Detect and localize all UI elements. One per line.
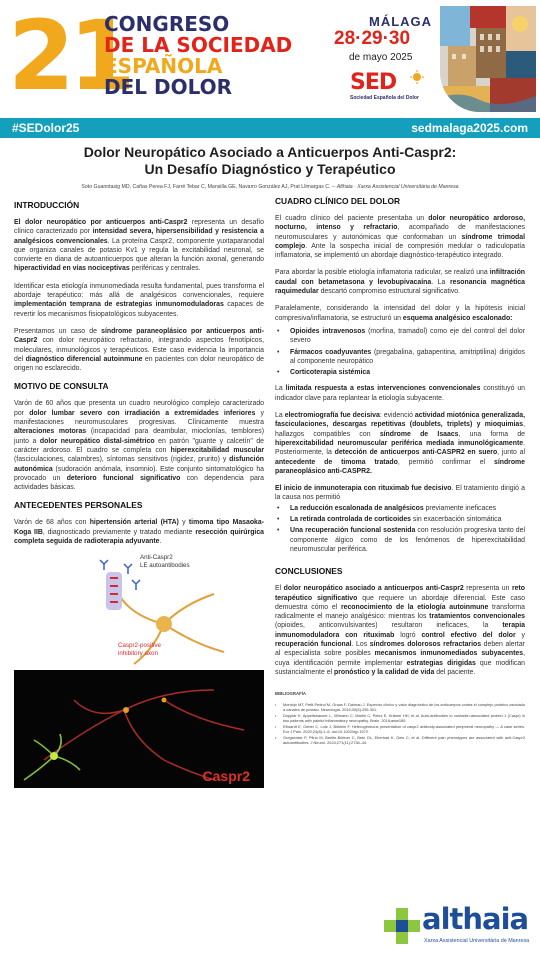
list-item: • La retirada controlada de corticoides sin exacerbación sintomática [275, 515, 525, 524]
bibliography-heading: BIBLIOGRAFÍA [275, 691, 307, 697]
congress-title-line-1: CONGRESO [104, 12, 230, 36]
congress-title-line-4: DEL DOLOR [104, 75, 233, 99]
althaia-logo [382, 904, 532, 950]
congress-title [104, 14, 292, 98]
affiliation: Althaia · Xarxa Assistencial Universitària de Manresa [336, 184, 459, 190]
congress-banner [0, 118, 540, 138]
bibliography-item: • Ellwardt E, Geber C, Lotz J, Birklein F. Heterogeneous presentation of caspr2 antibody-associated peripheral neuropathy — A case series. Eur J Pain. 2020;24(8):1–6. doi:10.1002/ejp.1572. [275, 724, 525, 734]
list-item: • Corticoterapia sistémica [275, 368, 525, 377]
section-heading-motivo: MOTIVO DE CONSULTA [14, 381, 109, 392]
congress-header [0, 0, 540, 118]
bibliography-list [275, 702, 525, 745]
section-heading-introduccion: INTRODUCCIÓN [14, 200, 80, 210]
antecedentes-paragraph: Varón de 68 años con hipertensión arterial (HTA) y timoma tipo Masaoka-Koga IIB, diagnosticado previamente y tratado mediante resección quirúrgica completa seguida de radioterapia adyuvante. [14, 519, 265, 546]
congress-dates: 28·29·30 [334, 28, 411, 49]
malaga-collage-illustration [440, 6, 536, 112]
section-heading-conclusiones: CONCLUSIONES [275, 566, 343, 577]
caspr2-mechanism-diagram [14, 554, 264, 666]
list-item: • Una recuperación funcional sostenida con resolución progresiva tanto del componente álgico como de los fenómenos de hiperexcitabilidad neuromuscular periférica. [275, 526, 525, 554]
section-heading-antecedentes: ANTECEDENTES PERSONALES [14, 500, 143, 511]
hashtag: #SEDolor25 [12, 121, 80, 135]
sed-logo [350, 70, 430, 108]
poster-title-line-1: Dolor Neuropático Asociado a Anticuerpos Anti-Caspr2: [83, 144, 457, 160]
motivo-paragraph: Varón de 60 años que presenta un cuadro neurológico complejo caracterizado por dolor lumbar severo con irradiación a extremidades inferiores y manifestaciones neuromusculares progresivas. Clínicamente muestra alteraciones motoras (incapacidad para deambular, mioclonías, temblores) junto a dolor neuropático distal-simétrico en patrón "guante y calcetín" de carácter ardoroso. El cuadro se completa con hiperexcitabilidad muscular (fasciculaciones, calambres), síntomas sensitivos (rigidez, prurito) y disfunción autonómica (sudoración anómala, insomnio). Este conjunto sintomatológico ha provocado un deterioro funcional significativo con dependencia para actividades básicas. [14, 400, 265, 492]
left-column [14, 200, 264, 788]
bibliography [275, 691, 525, 745]
author-list: Soto Guanotasig MD, Cañas Perea FJ, Farré Tebar C, Mansilla GE, Navarro González AJ, Prat Llimargas C. [81, 184, 331, 190]
right-column [275, 196, 525, 752]
sun-icon [410, 70, 424, 84]
bibliography-item: • Montojo MT, Petit-Pedrol M, Graus F, Dalmau J. Espectro clínico y valor diagnóstico de los anticuerpos contra el complejo proteico asociado a canales de potasio. Neurología. 2015;30(5):295-301. [275, 702, 525, 712]
congress-title-line-2: DE LA SOCIEDAD [104, 33, 293, 57]
intro-paragraph-1: El dolor neuropático por anticuerpos anti-Caspr2 representa un desafío clínico caracterizado por intensidad severa, hipersensibilidad y resistencia a analgésicos convencionales. La proteína Caspr2, componente yuxtaparanodal que organiza canales de potasio Kv1 y regula la excitabilidad neuronal, se convierte en diana de autoanticuerpos que alteran la función axonal, generando hiperactividad en vías nociceptivas periféricas y centrales. [14, 219, 264, 273]
intro-paragraph-3: Presentamos un caso de síndrome paraneoplásico por anticuerpos anti-Caspr2 con dolor neuropático refractario, integrando aspectos fenotípicos, moleculares, inmunológicos y terapéuticos. Este caso evidencia la importancia del diagnóstico diferencial autoinmune en pacientes con dolor neuropático de origen no esclarecido. [14, 327, 264, 373]
sed-logo-word: SED [350, 70, 397, 95]
treatment-outcome-list [275, 504, 525, 554]
cuadro-paragraph-5: La electromiografía fue decisiva: evidenció actividad miotónica generalizada, fasciculaciones, descargas repetitivas (doublets, triplets) y mioquimias, hallazgos compatibles con síndrome de Isaacs, una forma de hiperexcitabilidad neuromuscular periférica mediada inmunológicamente. Posteriormente, la detección de anticuerpos anti-CASPR2 en suero, junto al antecedente de timoma tratado, permitió confirmar el síndrome paraneoplásico anti-CASPR2. [275, 412, 525, 475]
cuadro-paragraph-2: Para abordar la posible etiología inflamatoria radicular, se realizó una infiltración caudal con betametasona y levobupivacaína. La resonancia magnética raquimedular descartó compromiso estructural significativo. [275, 269, 525, 296]
list-item: • Opioides intravenosos (morfina, tramadol) como eje del control del dolor severo [275, 327, 525, 346]
edition-number: 21 [8, 0, 130, 112]
axon-label: Caspr2-positive inhibitory axon [118, 642, 161, 657]
intro-paragraph-2: Identificar esta etiología inmunomediada resulta fundamental, pues transforma el abordaje terapéutico: más allá de analgésicos convencionales, requiere implementación temprana de estrategias inmunomoduladoras capaces de revertir los mecanismos fisiopatológicos subyacentes. [14, 282, 264, 318]
bibliography-item: • Gregsiotsis P, Pfirio M, Beetle-Büttner C, Betz OL, Eberhad K, Geis C, et al. Different pain phenotypes are associated with anti-Caspr2 autoantibodies. J Neurol. 2024;271(11):2736–44. [275, 735, 525, 745]
cuadro-paragraph-4: La limitada respuesta a estas intervenciones convencionales constituyó un indicador clave para replantear la etiología subyacente. [275, 385, 525, 402]
immunofluorescence-micrograph [14, 670, 264, 788]
authors-line: Soto Guanotasig MD, Cañas Perea FJ, Farré Tebar C, Mansilla GE, Navarro González AJ, Prat Llimargas C. -- Althaia · Xarxa Assistencial Universitària de Manresa [81, 184, 459, 190]
sed-logo-subtitle: Sociedad Española del Dolor [350, 95, 419, 101]
congress-website-link[interactable]: sedmalaga2025.com [411, 121, 528, 135]
cuadro-paragraph-6: El inicio de inmunoterapia con rituximab fue decisivo. El tratamiento dirigió a la causa nos permitió [275, 485, 525, 502]
althaia-subtitle: Xarxa Assistencial Universitària de Manresa [424, 938, 530, 944]
poster-title-line-2: Un Desafío Diagnóstico y Terapéutico [144, 161, 396, 177]
althaia-plus-icon [382, 906, 422, 946]
congress-city: MÁLAGA [369, 14, 433, 29]
poster-title [0, 144, 540, 178]
cuadro-paragraph-1: El cuadro clínico del paciente presentaba un dolor neuropático ardoroso, nocturno, intenso y refractario, acompañado de manifestaciones neuromusculares y autonómicas que conformaban un síndrome trimodal complejo. Ante la sospecha inicial de compresión medular o radiculopatía inflamatoria, se implementó un abordaje diagnóstico-terapéutico integrado. [275, 215, 525, 260]
analgesic-scheme-list [275, 327, 525, 377]
congress-title-line-3: ESPAÑOLA [104, 54, 223, 78]
micrograph-label: Caspr2 [202, 768, 250, 785]
list-item: • Fármacos coadyuvantes (pregabalina, gabapentina, amitriptilina) dirigidos al componente neuropático [275, 348, 525, 367]
conclusiones-paragraph: El dolor neuropático asociado a anticuerpos anti-Caspr2 representa un reto terapéutico significativo que requiere un abordaje diferencial. Este caso demuestra cómo el reconocimiento de la etiología autoinmune transforma radicalmente el manejo analgésico: mientras los tratamientos convencionales (opioides, anticonvulsivantes) resultaron ineficaces, la terapia inmunomoduladora con rituximab logró control efectivo del dolor y recuperación funcional. Los síndromes dolorosos refractarios deben alertar al especialista sobre posibles mecanismos inmunomediados subyacentes, cuya identificación permite implementar estrategias dirigidas que modifican sustancialmente el pronóstico y la calidad de vida del paciente. [275, 585, 526, 676]
antibody-label: Anti-Caspr2 LE autoantibodies [140, 554, 190, 569]
althaia-word: althaia [422, 902, 529, 936]
bibliography-item: • Dopplar K, Appeltshauser L, Villmann C, Martin C, Peles E, Krämer HH, et al. Auto-antibodies to contactin-associated protein 1 (Caspr) in two patients with painful inflammatory neuropathy. Brain. 2016;aww189. [275, 713, 525, 723]
section-heading-cuadro-clinico: CUADRO CLÍNICO DEL DOLOR [275, 196, 401, 206]
list-item: • La reducción escalonada de analgésicos previamente ineficaces [275, 504, 525, 513]
cuadro-paragraph-3: Paralelamente, considerando la intensidad del dolor y la hipótesis inicial compresiva/inflamatoria, se estructuró un esquema analgésico escalonado: [275, 305, 525, 322]
congress-month-year: de mayo 2025 [349, 52, 413, 63]
